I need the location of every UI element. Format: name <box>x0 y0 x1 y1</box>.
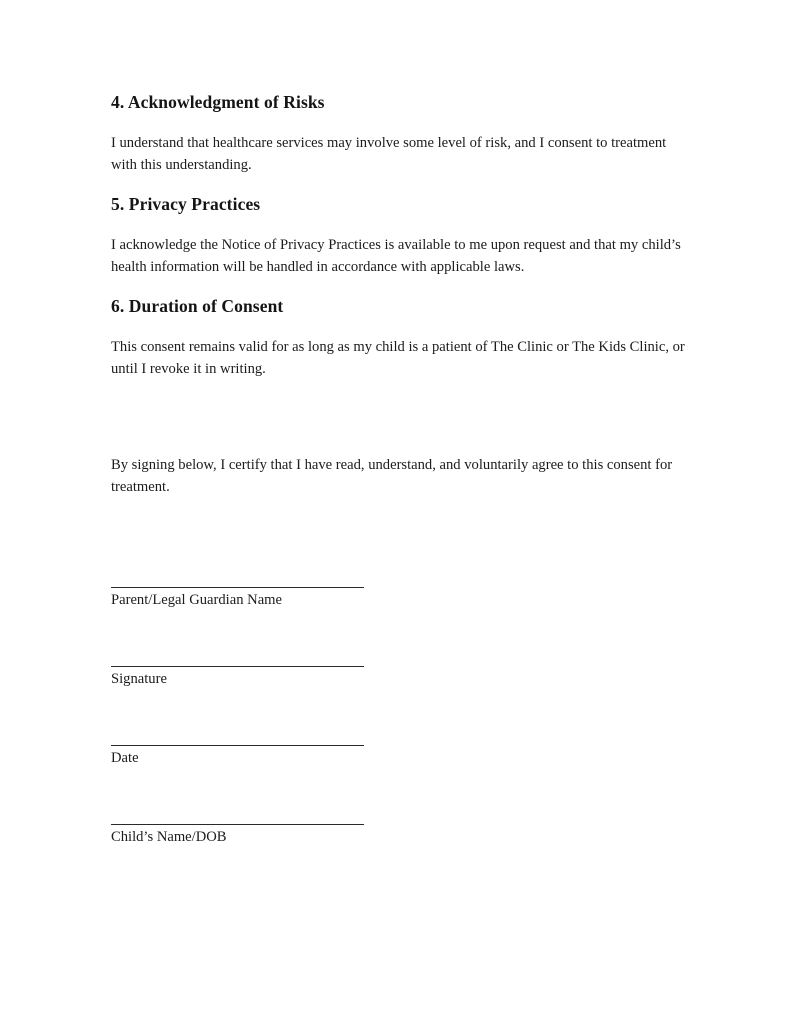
signature-field-signature[interactable] <box>111 666 365 688</box>
section-heading-privacy-practices: 5. Privacy Practices <box>111 194 261 214</box>
section-heading-duration-of-consent: 6. Duration of Consent <box>111 296 284 316</box>
signature-line[interactable] <box>111 666 364 667</box>
signature-field-label: Date <box>111 750 139 766</box>
section-heading-acknowledgment-of-risks: 4. Acknowledgment of Risks <box>111 92 325 112</box>
signature-field-date[interactable] <box>111 745 365 767</box>
signature-field-child-name-dob[interactable] <box>111 824 365 846</box>
certification-statement: By signing below, I certify that I have read, understand, and voluntarily agree to this consent for treatment. <box>111 457 673 495</box>
signature-field-label: Child’s Name/DOB <box>111 829 227 845</box>
signature-field-label: Parent/Legal Guardian Name <box>111 592 282 608</box>
section-body-duration-of-consent: This consent remains valid for as long as my child is a patient of The Clinic or The Kids Clinic, or until I revoke it in writing. <box>111 339 685 377</box>
signature-field-label: Signature <box>111 671 167 687</box>
signature-line[interactable] <box>111 745 364 746</box>
section-body-acknowledgment-of-risks: I understand that healthcare services may involve some level of risk, and I consent to treatment with this understanding. <box>111 135 667 173</box>
signature-line[interactable] <box>111 587 364 588</box>
section-body-privacy-practices: I acknowledge the Notice of Privacy Practices is available to me upon request and that my child’s health information will be handled in accordance with applicable laws. <box>111 237 681 275</box>
signature-line[interactable] <box>111 824 364 825</box>
signature-field-guardian-name[interactable] <box>111 587 365 609</box>
